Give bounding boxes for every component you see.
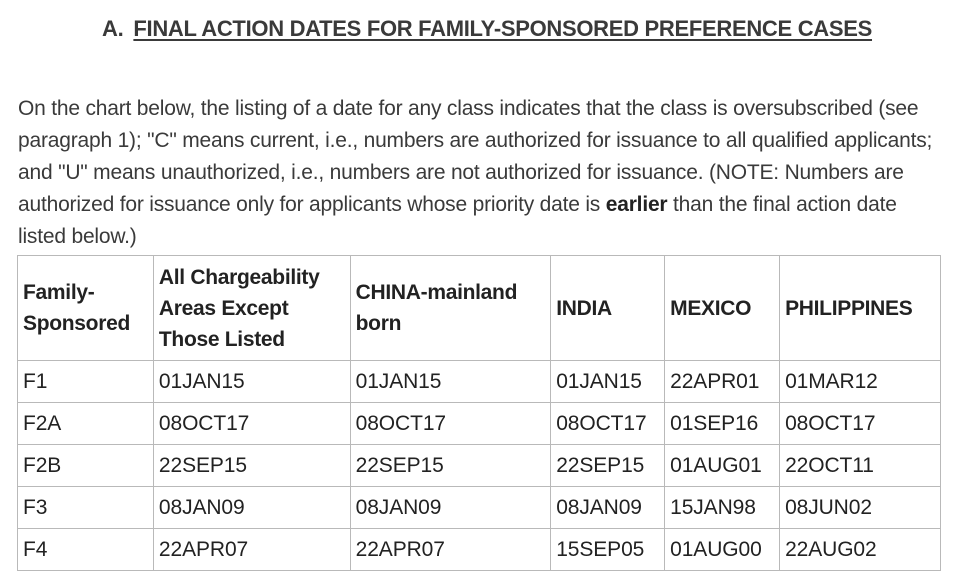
column-header-philippines: PHILIPPINES bbox=[780, 256, 941, 361]
table-cell: 08OCT17 bbox=[551, 403, 665, 445]
table-cell: 08OCT17 bbox=[350, 403, 551, 445]
table-cell: 08OCT17 bbox=[153, 403, 350, 445]
table-cell: 01AUG01 bbox=[665, 445, 780, 487]
table-cell: 22APR07 bbox=[350, 529, 551, 571]
section-title: FINAL ACTION DATES FOR FAMILY-SPONSORED PREFERENCE CASES bbox=[133, 16, 873, 41]
table-row-f2b bbox=[18, 445, 941, 487]
intro-emphasis: earlier bbox=[605, 193, 668, 216]
table-cell: 22AUG02 bbox=[780, 529, 941, 571]
column-header-mexico: MEXICO bbox=[665, 256, 780, 361]
table-cell: 22SEP15 bbox=[551, 445, 665, 487]
table-cell: 08JAN09 bbox=[153, 487, 350, 529]
table-cell: 22OCT11 bbox=[780, 445, 941, 487]
table-cell: F3 bbox=[18, 487, 154, 529]
column-header-all-chargeability: All Chargeability Areas Except Those Listed bbox=[153, 256, 350, 361]
table-cell: F1 bbox=[18, 361, 154, 403]
section-prefix: A. bbox=[101, 16, 124, 41]
table-cell: 01SEP16 bbox=[665, 403, 780, 445]
table-cell: 22APR01 bbox=[665, 361, 780, 403]
table-row-f1 bbox=[18, 361, 941, 403]
column-header-china: CHINA-mainland born bbox=[350, 256, 551, 361]
table-cell: 01JAN15 bbox=[551, 361, 665, 403]
table-header-row bbox=[18, 256, 941, 361]
table-cell: 01JAN15 bbox=[350, 361, 551, 403]
table-row-f3 bbox=[18, 487, 941, 529]
table-cell: 22SEP15 bbox=[153, 445, 350, 487]
table-cell: F2A bbox=[18, 403, 154, 445]
table-cell: 15JAN98 bbox=[665, 487, 780, 529]
table-cell: 01MAR12 bbox=[780, 361, 941, 403]
intro-text-end: than the final action date listed below.) bbox=[18, 193, 897, 248]
table-row-f4 bbox=[18, 529, 941, 571]
table-cell: 08JUN02 bbox=[780, 487, 941, 529]
table-cell: 01JAN15 bbox=[153, 361, 350, 403]
table-cell: 15SEP05 bbox=[551, 529, 665, 571]
section-heading bbox=[0, 16, 974, 42]
table-row-f2a bbox=[18, 403, 941, 445]
table-cell: 08JAN09 bbox=[551, 487, 665, 529]
final-action-dates-table bbox=[17, 255, 941, 571]
table-cell: 01AUG00 bbox=[665, 529, 780, 571]
table-cell: 08JAN09 bbox=[350, 487, 551, 529]
table-cell: 22APR07 bbox=[153, 529, 350, 571]
intro-text-start: On the chart below, the listing of a date for any class indicates that the class is oversubscribed (see paragraph 1); "C" means current, i.e., numbers are authorized for issuance to all qualified applicants; and "U" means unauthorized, i.e., numbers are not authorized for issuance. (NOTE: Numbers are authorized for issuance only for applicants whose priority date is bbox=[18, 97, 933, 216]
table-cell: 08OCT17 bbox=[780, 403, 941, 445]
column-header-india: INDIA bbox=[551, 256, 665, 361]
table-cell: F4 bbox=[18, 529, 154, 571]
column-header-family-sponsored: Family-Sponsored bbox=[18, 256, 154, 361]
table-cell: 22SEP15 bbox=[350, 445, 551, 487]
table-cell: F2B bbox=[18, 445, 154, 487]
intro-paragraph bbox=[18, 93, 948, 253]
